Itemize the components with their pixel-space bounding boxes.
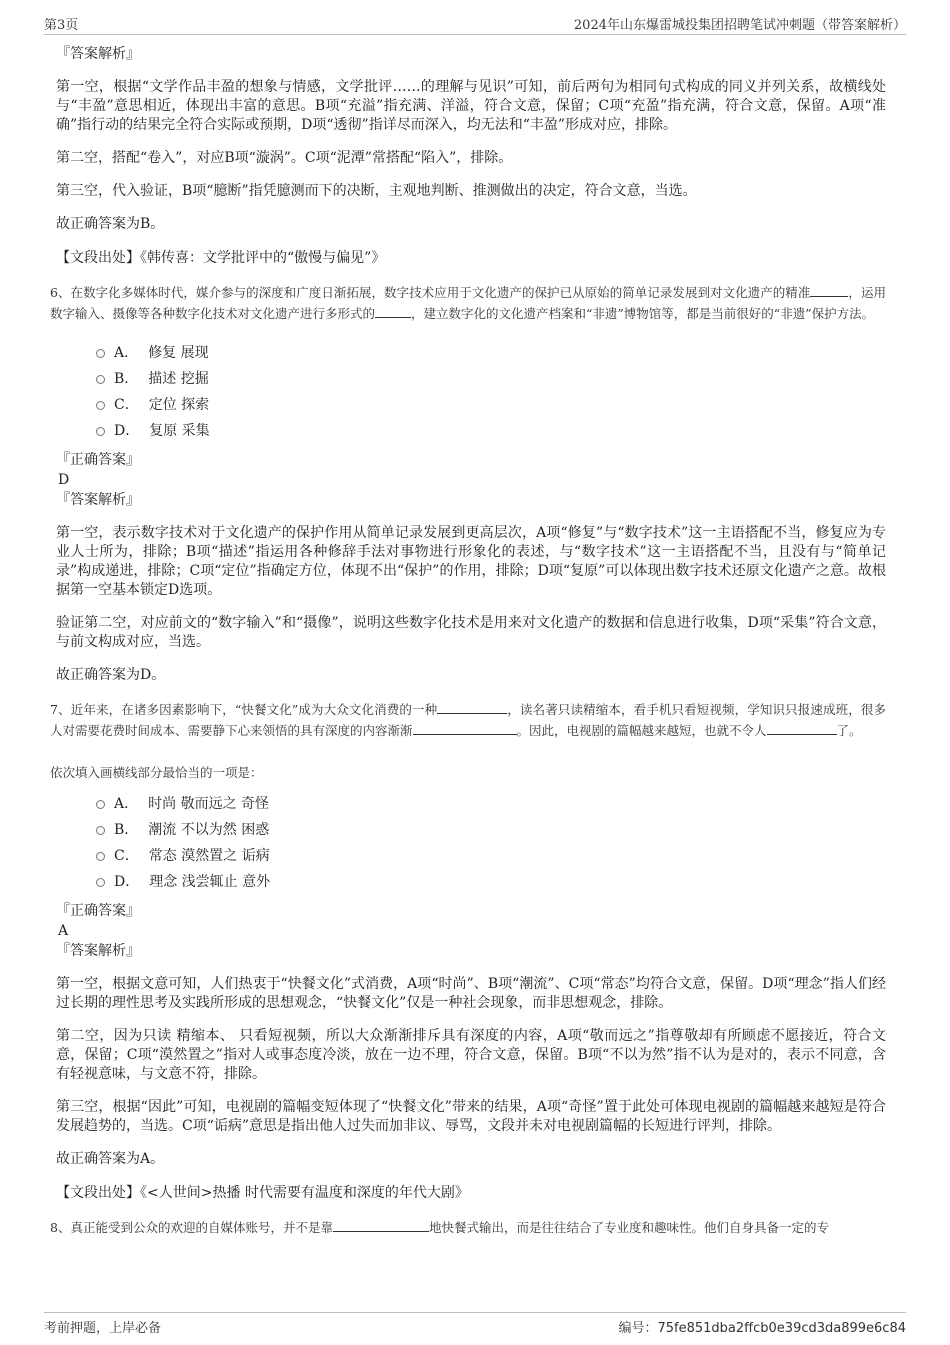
radio-icon[interactable] xyxy=(96,826,105,835)
q7-option-a[interactable]: A． 时尚 敬而远之 奇怪 xyxy=(96,791,886,817)
q5-analysis-para: 第一空，根据“文学作品丰盈的想象与情感，文学批评……的理解与见识”可知，前后两句为相同句式构成的同义并列关系，故横线处与“丰盈”意思相近，体现出丰富的意思。B项“充溢”指充满、洋溢，符合文意，保留；C项“充盈”指充满，符合文意，保留。A项“准确”指行动的结果完全符合实际或预期，D项“透彻”指详尽而深入，均无法和“丰盈”形成对应，排除。 xyxy=(56,79,886,133)
q5-analysis-label: 『答案解析』 xyxy=(56,46,140,62)
page-number: 第3页 xyxy=(44,18,79,33)
radio-icon[interactable] xyxy=(96,375,105,384)
q6-option-b[interactable]: B． 描述 挖掘 xyxy=(96,366,886,392)
q7-analysis-para: 故正确答案为A。 xyxy=(56,1151,165,1167)
page-footer xyxy=(44,1312,906,1337)
radio-icon[interactable] xyxy=(96,800,105,809)
q7-question-text: 7、近年来，在诸多因素影响下，“快餐文化”成为大众文化消费的一种 ，读名著只读精缩本，看手机只看短视频，学知识只报速成班，很多人对需要花费时间成本、需要静下心来领悟的具有深度的内容渐渐 。因此，电视剧的篇幅越来越短，也就不令人 了。 xyxy=(50,699,886,741)
page-header xyxy=(44,8,906,35)
q6-option-a[interactable]: A． 修复 展现 xyxy=(96,340,886,366)
document-title: 2024年山东爆雷城投集团招聘笔试冲刺题（带答案解析） xyxy=(573,18,906,33)
q8-question-text: 8、真正能受到公众的欢迎的自媒体账号，并不是靠 地快餐式输出，而是往往结合了专业度和趣味性。他们自身具备一定的专 xyxy=(50,1217,886,1238)
q6-option-c[interactable]: C． 定位 探索 xyxy=(96,392,886,418)
radio-icon[interactable] xyxy=(96,852,105,861)
q7-analysis-para: 第三空，根据“因此”可知，电视剧的篇幅变短体现了“快餐文化”带来的结果，A项“奇怪”置于此处可体现电视剧的篇幅越来越短是符合发展趋势的，当选。C项“诟病”意思是指出他人过失而加非议、辱骂，文段并未对电视剧篇幅的长短进行评判，排除。 xyxy=(56,1099,886,1134)
q6-analysis-para: 故正确答案为D。 xyxy=(56,667,166,683)
q7-instruction: 依次填入画横线部分最恰当的一项是： xyxy=(50,765,263,780)
q7-analysis-para: 第一空，根据文意可知，人们热衷于“快餐文化”式消费，A项“时尚”、B项“潮流”、C项“常态”均符合文意，保留。D项“理念”指人们经过长期的理性思考及实践所形成的思想观念，“快餐文化”仅是一种社会现象，而非思想观念，排除。 xyxy=(56,976,886,1011)
q7-answer-label: 『正确答案』 xyxy=(56,903,140,919)
radio-icon[interactable] xyxy=(96,878,105,887)
q7-answer: A xyxy=(58,923,69,939)
q6-analysis-label: 『答案解析』 xyxy=(56,492,140,508)
fill-blank xyxy=(767,720,837,735)
q6-options xyxy=(96,340,886,444)
q7-option-c[interactable]: C． 常态 漠然置之 诟病 xyxy=(96,843,886,869)
q7-analysis-para: 第二空，因为只读 精缩本、 只看短视频，所以大众渐渐排斥具有深度的内容，A项“敬而远之”指尊敬却有所顾虑不愿接近，符合文意，保留；C项“漠然置之”指对人或事态度冷淡，放在一边不理，符合文意，保留。B项“不以为然”指不认为是对的，表示不同意，含有轻视意味，与文意不符，排除。 xyxy=(56,1028,886,1082)
q7-option-b[interactable]: B． 潮流 不以为然 困惑 xyxy=(96,817,886,843)
q6-answer-label: 『正确答案』 xyxy=(56,452,140,468)
q5-analysis-para: 故正确答案为B。 xyxy=(56,216,165,232)
q6-question-text: 6、在数字化多媒体时代，媒介参与的深度和广度日渐拓展，数字技术应用于文化遗产的保护已从原始的简单记录发展到对文化遗产的精准 ，运用数字输入、摄像等各种数字化技术对文化遗产进行多形式的 ，建立数字化的文化遗产档案和“非遗”博物馆等，都是当前很好的“非遗”保护方法。 xyxy=(50,282,886,324)
fill-blank xyxy=(413,720,517,735)
footer-slogan: 考前押题，上岸必备 xyxy=(44,1321,162,1336)
q7-options xyxy=(96,791,886,895)
document-code: 编号：75fe851dba2ffcb0e39cd3da899e6c84 xyxy=(618,1321,906,1336)
q6-answer: D xyxy=(58,472,70,488)
q6-option-d[interactable]: D． 复原 采集 xyxy=(96,418,886,444)
page-content xyxy=(50,44,886,1238)
q6-analysis-para: 第一空，表示数字技术对于文化遗产的保护作用从简单记录发展到更高层次，A项“修复”与“数字技术”这一主语搭配不当，修复应为专业人士所为，排除；B项“描述”指运用各种修辞手法对事物进行形象化的表述，与“数字技术”这一主语搭配不当，且没有与“简单记录”构成递进，排除；C项“定位”指确定方位，体现不出“保护”的作用，排除；D项“复原”可以体现出数字技术还原文化遗产之意。故根据第一空基本锁定D选项。 xyxy=(56,525,886,598)
q7-option-d[interactable]: D． 理念 浅尝辄止 意外 xyxy=(96,869,886,895)
q7-source: 【文段出处】《<人世间>热播 时代需要有温度和深度的年代大剧》 xyxy=(56,1185,469,1201)
q5-analysis-para: 第二空，搭配“卷入”，对应B项“漩涡”。C项“泥潭”常搭配“陷入”，排除。 xyxy=(56,150,513,166)
fill-blank xyxy=(375,303,411,318)
radio-icon[interactable] xyxy=(96,349,105,358)
q5-source: 【文段出处】《韩传喜：文学批评中的“傲慢与偏见”》 xyxy=(56,250,386,266)
fill-blank xyxy=(810,282,848,297)
radio-icon[interactable] xyxy=(96,401,105,410)
fill-blank xyxy=(437,699,507,714)
radio-icon[interactable] xyxy=(96,427,105,436)
q5-analysis-para: 第三空，代入验证，B项“臆断”指凭臆测而下的决断，主观地判断、推测做出的决定，符合文意，当选。 xyxy=(56,183,697,199)
q7-analysis-label: 『答案解析』 xyxy=(56,943,140,959)
q6-analysis-para: 验证第二空，对应前文的“数字输入”和“摄像”，说明这些数字化技术是用来对文化遗产的数据和信息进行收集，D项“采集”符合文意，与前文构成对应，当选。 xyxy=(56,615,886,650)
fill-blank xyxy=(333,1217,429,1232)
